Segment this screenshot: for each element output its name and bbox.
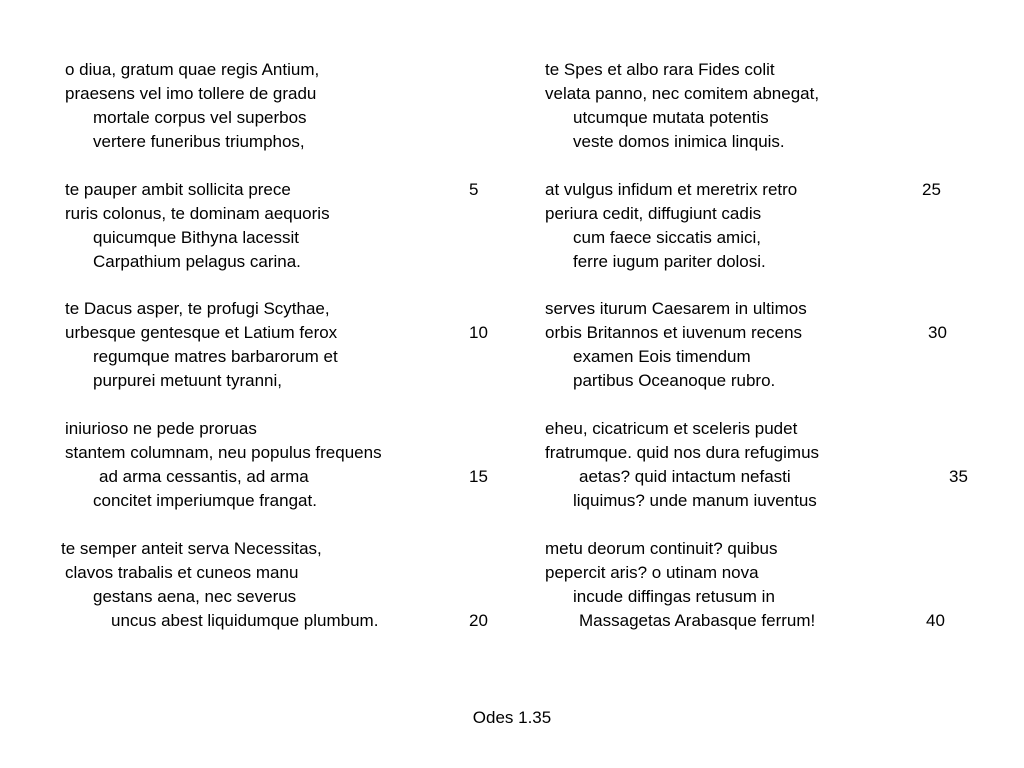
line-number: 25 (922, 180, 941, 199)
poem-line: ferre iugum pariter dolosi. (573, 252, 766, 271)
poem-line: aetas? quid intactum nefasti (579, 467, 791, 486)
poem-line: urbesque gentesque et Latium ferox (65, 323, 338, 342)
line-number: 15 (469, 467, 488, 486)
poem-line: o diua, gratum quae regis Antium, (65, 60, 320, 79)
poem-line: concitet imperiumque frangat. (93, 491, 317, 510)
line-number: 30 (928, 323, 947, 342)
poem-line: partibus Oceanoque rubro. (573, 371, 776, 390)
poem-line: orbis Britannos et iuvenum recens (545, 323, 803, 342)
poem-line: purpurei metuunt tyranni, (93, 371, 282, 390)
poem-line: liquimus? unde manum iuventus (573, 491, 817, 510)
poem-line: eheu, cicatricum et sceleris pudet (545, 419, 798, 438)
poem-line: te Dacus asper, te profugi Scythae, (65, 299, 330, 318)
poem-line: te Spes et albo rara Fides colit (545, 60, 775, 79)
poem-line: praesens vel imo tollere de gradu (65, 84, 317, 103)
poem-line: regumque matres barbarorum et (93, 347, 338, 366)
poem-line: cum faece siccatis amici, (573, 228, 761, 247)
poem-line: velata panno, nec comitem abnegat, (545, 84, 820, 103)
poem-line: quicumque Bithyna lacessit (93, 228, 300, 247)
poem-line: te semper anteit serva Necessitas, (61, 539, 322, 558)
poem-line: Massagetas Arabasque ferrum! (579, 611, 816, 630)
poem-line: pepercit aris? o utinam nova (545, 563, 759, 582)
poem-line: mortale corpus vel superbos (93, 108, 307, 127)
poem-line: vertere funeribus triumphos, (93, 132, 305, 151)
poem-line: ad arma cessantis, ad arma (99, 467, 309, 486)
poem-line: examen Eois timendum (573, 347, 751, 366)
poem-line: uncus abest liquidumque plumbum. (111, 611, 379, 630)
poem-line: periura cedit, diffugiunt cadis (545, 204, 762, 223)
line-number: 40 (926, 611, 945, 630)
poem-line: iniurioso ne pede proruas (65, 419, 257, 438)
poem-line: clavos trabalis et cuneos manu (65, 563, 299, 582)
poem-line: at vulgus infidum et meretrix retro (545, 180, 798, 199)
poem-line: veste domos inimica linquis. (573, 132, 785, 151)
poem-caption: Odes 1.35 (472, 708, 552, 727)
line-number: 20 (469, 611, 488, 630)
line-number: 35 (949, 467, 968, 486)
poem-line: metu deorum continuit? quibus (545, 539, 778, 558)
poem-line: serves iturum Caesarem in ultimos (545, 299, 807, 318)
poem-line: te pauper ambit sollicita prece (65, 180, 291, 199)
line-number: 5 (469, 180, 479, 199)
poem-line: gestans aena, nec severus (93, 587, 297, 606)
poem-line: stantem columnam, neu populus frequens (65, 443, 382, 462)
poem-line: incude diffingas retusum in (573, 587, 775, 606)
poem-line: Carpathium pelagus carina. (93, 252, 301, 271)
poem-line: fratrumque. quid nos dura refugimus (545, 443, 820, 462)
poem-line: ruris colonus, te dominam aequoris (65, 204, 330, 223)
poem-line: utcumque mutata potentis (573, 108, 769, 127)
line-number: 10 (469, 323, 488, 342)
